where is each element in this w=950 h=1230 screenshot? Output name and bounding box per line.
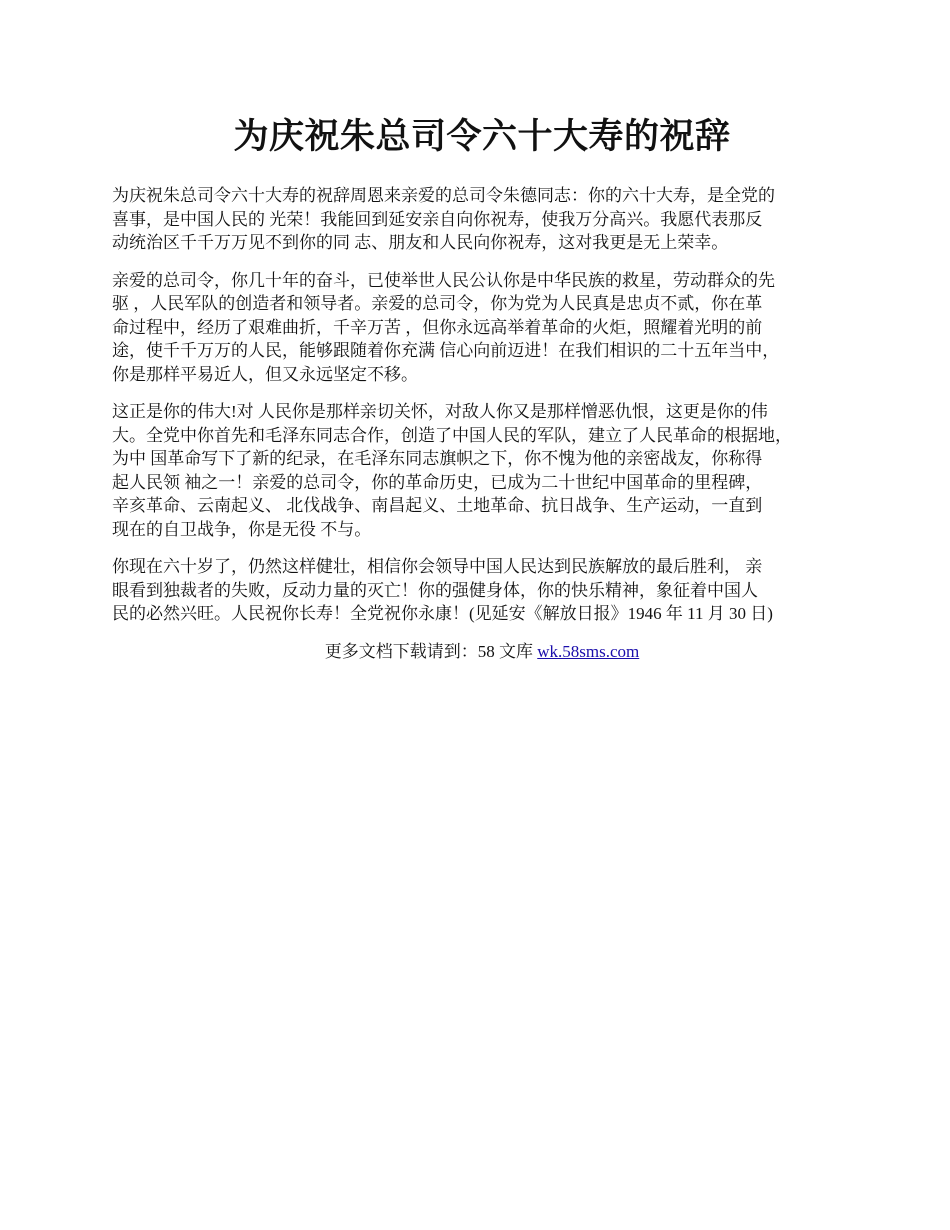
- document-title: 为庆祝朱总司令六十大寿的祝辞: [233, 117, 731, 156]
- download-footer: [112, 640, 852, 663]
- document-page: [112, 112, 852, 663]
- paragraph-1: [112, 184, 852, 255]
- paragraph-line: 现在的自卫战争，你是无役 不与。: [112, 519, 372, 539]
- paragraph-3: [112, 400, 852, 541]
- paragraph-line: 动统治区千千万万见不到你的同 志、朋友和人民向你祝寿，这对我更是无上荣幸。: [112, 233, 729, 252]
- paragraph-line: 你现在六十岁了，仍然这样健壮，相信你会领导中国人民达到民族解放的最后胜利， 亲: [112, 557, 763, 576]
- footer-prefix-text: 更多文档下载请到：58 文库: [324, 641, 538, 661]
- paragraph-2: [112, 269, 852, 387]
- paragraph-line: 这正是你的伟大!对 人民你是那样亲切关怀，对敌人你又是那样憎恶仇恨，这更是你的伟: [112, 402, 768, 421]
- paragraph-line: 眼看到独裁者的失败，反动力量的灭亡！你的强健身体，你的快乐精神，象征着中国人: [112, 580, 758, 600]
- paragraph-line: 驱 ，人民军队的创造者和领导者。亲爱的总司令，你为党为人民真是忠贞不贰，你在革: [112, 294, 763, 313]
- paragraph-line: 为庆祝朱总司令六十大寿的祝辞周恩来亲爱的总司令朱德同志：你的六十大寿，是全党的: [112, 186, 775, 205]
- paragraph-line: 途，使千千万万的人民，能够跟随着你充满 信心向前迈进！在我们相识的二十五年当中，: [112, 341, 780, 360]
- paragraph-line: 民的必然兴旺。人民祝你长寿！全党祝你永康！(见延安《解放日报》1946 年 11 月 30 日): [112, 604, 773, 623]
- paragraph-line: 辛亥革命、云南起义、 北伐战争、南昌起义、土地革命、抗日战争、生产运动，一直到: [112, 496, 763, 515]
- paragraph-line: 大。全党中你首先和毛泽东同志合作，创造了中国人民的军队，建立了人民革命的根据地，: [112, 425, 792, 445]
- paragraph-line: 亲爱的总司令，你几十年的奋斗，已使举世人民公认你是中华民族的救星，劳动群众的先: [112, 270, 775, 290]
- paragraph-line: 喜事，是中国人民的 光荣！我能回到延安亲自向你祝寿，使我万分高兴。我愿代表那反: [112, 209, 763, 229]
- paragraph-line: 命过程中，经历了艰难曲折，千辛万苦 ，但你永远高举着革命的火炬，照耀着光明的前: [112, 317, 763, 337]
- paragraph-4: [112, 555, 852, 626]
- paragraph-line: 你是那样平易近人，但又永远坚定不移。: [112, 364, 418, 384]
- download-site-link[interactable]: wk.58sms.com: [537, 641, 640, 661]
- paragraph-line: 起人民领 袖之一！亲爱的总司令，你的革命历史，已成为二十世纪中国革命的里程碑，: [112, 472, 763, 492]
- paragraph-line: 为中 国革命写下了新的纪录，在毛泽东同志旗帜之下，你不愧为他的亲密战友，你称得: [112, 449, 763, 468]
